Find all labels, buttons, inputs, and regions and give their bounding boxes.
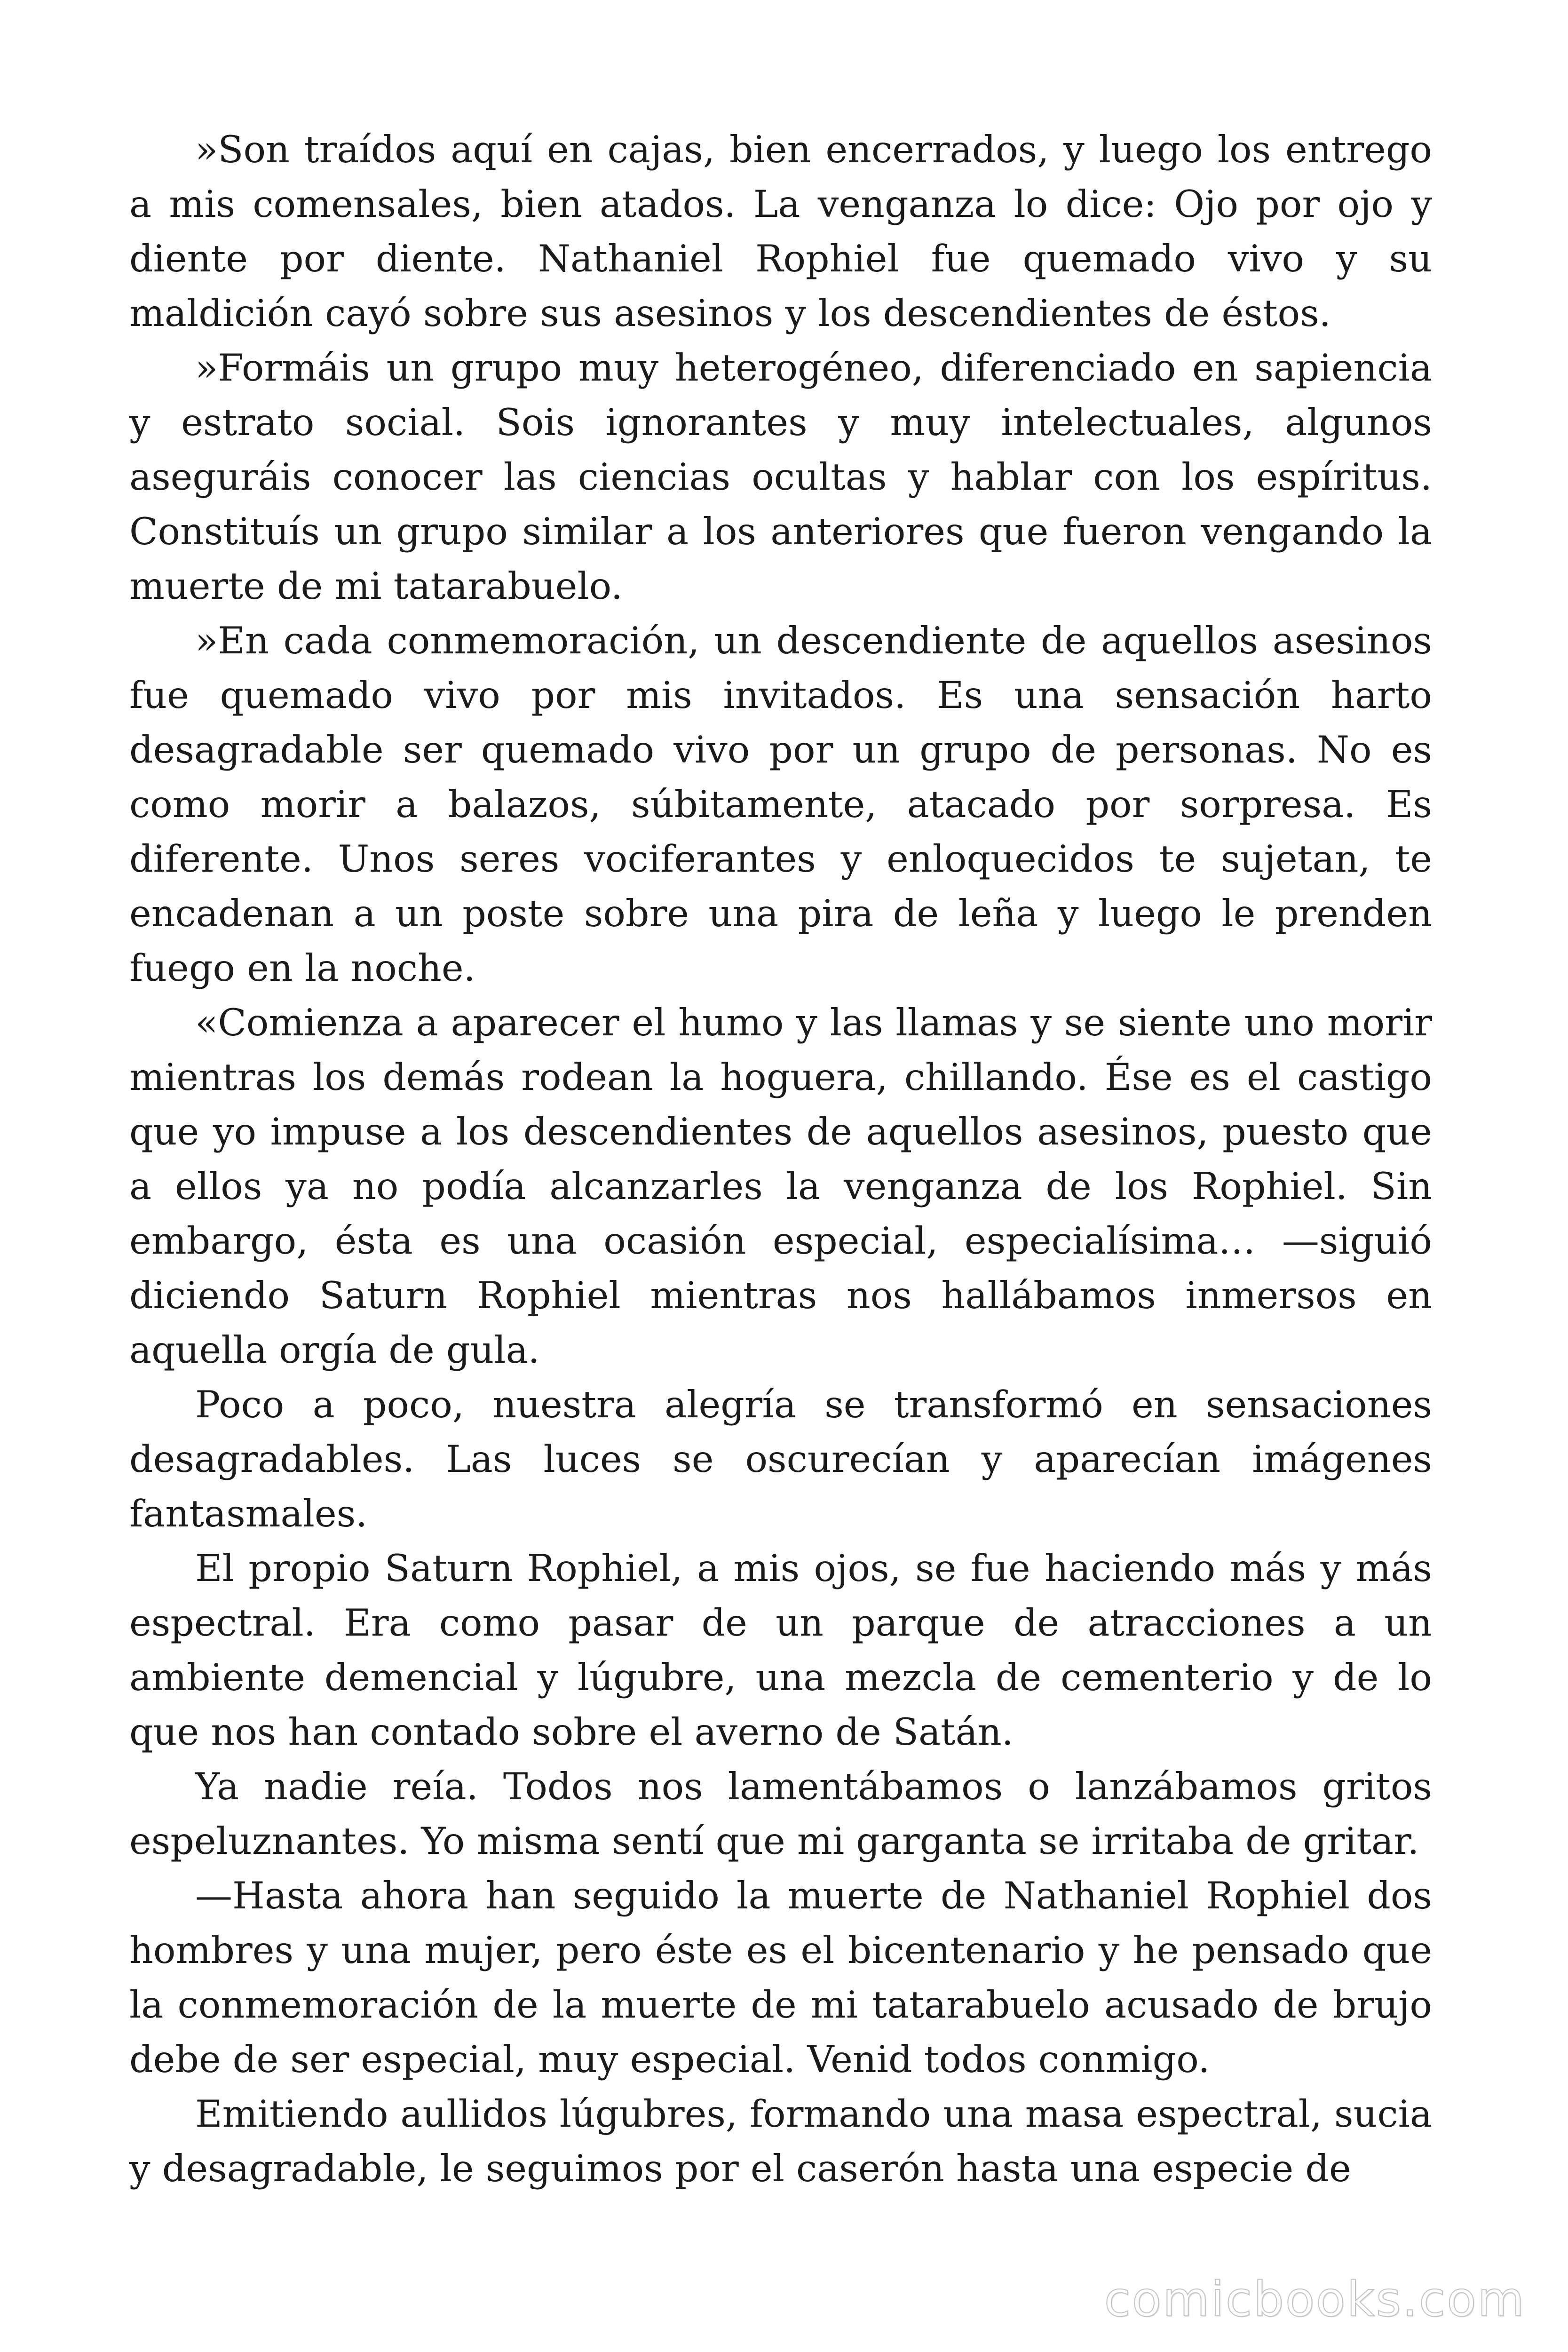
- paragraph-6: El propio Saturn Rophiel, a mis ojos, se fue haciendo más y más espectral. Era como pasar de un parque de atracciones a un ambiente demencial y lúgubre, una mezcla de cementerio y de lo que nos han contado sobre el averno de Satán.: [129, 1547, 1432, 1754]
- paragraph-3: »En cada conmemoración, un descendiente de aquellos asesinos fue quemado vivo por mis invitados. Es una sensación harto desagradable ser quemado vivo por un grupo de personas. No es como morir a balazos, súbitamente, atacado por sorpresa. Es diferente. Unos seres vociferantes y enloquecidos te sujetan, te encadenan a un poste sobre una pira de leña y luego le prenden fuego en la noche.: [129, 619, 1432, 990]
- paragraph-9: Emitiendo aullidos lúgubres, formando una masa espectral, sucia y desagradable, le seguimos por el caserón hasta una especie de: [129, 2092, 1432, 2190]
- paragraph-2: »Formáis un grupo muy heterogéneo, diferenciado en sapiencia y estrato social. Sois ignorantes y muy intelectuales, algunos aseguráis conocer las ciencias ocultas y hablar con los espíritus. Constituís un grupo similar a los anteriores que fueron vengando la muerte de mi tatarabuelo.: [129, 346, 1432, 608]
- page-text: [129, 122, 1432, 2196]
- paragraph-1: »Son traídos aquí en cajas, bien encerrados, y luego los entrego a mis comensales, bien atados. La venganza lo dice: Ojo por ojo y diente por diente. Nathaniel Rophiel fue quemado vivo y su maldición cayó sobre sus asesinos y los descendientes de éstos.: [129, 128, 1432, 335]
- paragraph-7: Ya nadie reía. Todos nos lamentábamos o lanzábamos gritos espeluznantes. Yo misma sentí que mi garganta se irritaba de gritar.: [129, 1765, 1432, 1863]
- paragraph-4: «Comienza a aparecer el humo y las llamas y se siente uno morir mientras los demás rodean la hoguera, chillando. Ése es el castigo que yo impuse a los descendientes de aquellos asesinos, puesto que a ellos ya no podía alcanzarles la venganza de los Rophiel. Sin embargo, ésta es una ocasión especial, especialísima… —siguió diciendo Saturn Rophiel mientras nos hallábamos inmersos en aquella orgía de gula.: [129, 1001, 1432, 1372]
- paragraph-5: Poco a poco, nuestra alegría se transformó en sensaciones desagradables. Las luces se oscurecían y aparecían imágenes fantasmales.: [129, 1383, 1432, 1535]
- paragraph-8: —Hasta ahora han seguido la muerte de Nathaniel Rophiel dos hombres y una mujer, pero éste es el bicentenario y he pensado que la conmemoración de la muerte de mi tatarabuelo acusado de brujo debe de ser especial, muy especial. Venid todos conmigo.: [129, 1874, 1432, 2081]
- site-watermark: comicbooks.com: [1104, 2272, 1526, 2328]
